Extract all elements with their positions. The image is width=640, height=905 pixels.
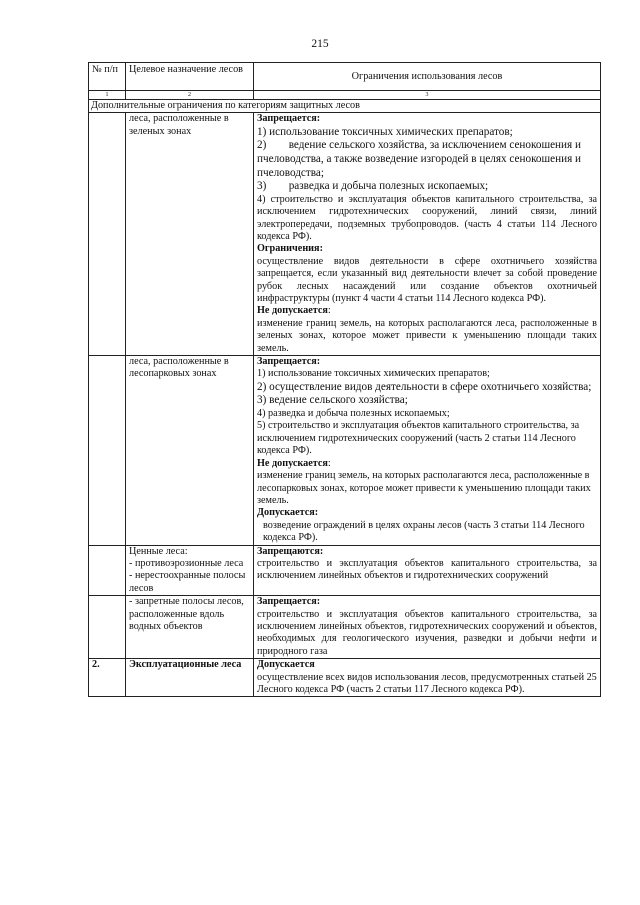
purpose-line: - нерестоохранные полосы лесов [129,570,246,594]
restriction-item: 4) строительство и эксплуатация объектов капитального строительства, за исключением гидротехнических сооружений, линий связи, линий электропередачи, подземных трубопроводов. (часть 4 статьи 114 Лесного кодекса РФ). [257,193,597,242]
row-restrictions [254,113,601,356]
row-number: 2. [89,659,126,697]
row-restrictions [254,659,601,697]
restriction-text: осуществление всех видов использования лесов, предусмотренных статьей 25 Лесного кодекса РФ (часть 2 статьи 117 Лесного кодекса РФ). [257,671,597,695]
restriction-heading: Не допускается [257,457,328,469]
table-row [89,356,601,545]
restriction-text: осуществление видов деятельности в сфере охотничьего хозяйства запрещается, если указанный вид деятельности влечет за собой проведение рубок лесных насаждений или создание объектов охотничьей инфраструктуры (пункт 4 части 4 статьи 114 Лесного кодекса РФ). [257,255,597,305]
table-row [89,113,601,356]
restriction-text: возведение ограждений в целях охраны лесов (часть 3 статьи 114 Лесного кодекса РФ). [263,519,585,544]
table-header-row [89,63,601,91]
restriction-heading: Запрещается: [257,596,321,608]
restriction-heading-line [257,305,597,317]
section-row [89,100,601,113]
row-number-cell [89,545,126,596]
restriction-item: 3) разведка и добыча полезных ископаемых; [257,180,489,193]
purpose-line: - противоэрозионные леса [129,557,244,569]
restriction-item: 2) ведение сельского хозяйства, за исключением сенокошения и пчеловодства, а также возведение изгородей в целях сенокошения и пчеловодства; [257,139,584,179]
restriction-item: 2) осуществление видов деятельности в сфере охотничьего хозяйства; [257,380,592,393]
restriction-text: изменение границ земель, на которых располагаются леса, расположенные в лесопарковых зонах, которое может привести к уменьшению площади таких земель. [257,470,591,506]
header-number: № п/п [89,63,126,91]
heading-colon: : [327,305,331,317]
restriction-heading: Допускается: [257,507,319,519]
restriction-item: 1) использование токсичных химических препаратов; [257,368,490,380]
row-purpose: леса, расположенные в лесопарковых зонах [126,356,254,545]
restriction-item: 5) строительство и эксплуатация объектов капитального строительства, за исключением гидротехнических сооружений (часть 2 статьи 114 Лесного кодекса РФ). [257,420,580,457]
row-number-cell [89,356,126,545]
restriction-heading: Допускается [257,659,315,671]
page-number: 215 [311,38,329,50]
row-restrictions [254,545,601,596]
restrictions-table [88,62,601,697]
restriction-heading: Запрещается: [257,113,321,125]
row-purpose: Эксплуатационные леса [126,659,254,697]
table-row [89,659,601,697]
heading-colon: : [327,457,331,469]
row-purpose: - запретные полосы лесов, расположенные вдоль водных объектов [126,596,254,659]
restriction-heading: Запрещается: [257,356,321,368]
row-number-cell [89,596,126,659]
restriction-text: строительство и эксплуатация объектов капитального строительства, за исключением линейных объектов, гидротехнических сооружений и объектов, необходимых для геологического изучения, разведки и добычи нефти и природного газа [257,608,597,657]
row-restrictions [254,596,601,659]
header-purpose: Целевое назначение лесов [126,63,254,91]
restriction-text: строительство и эксплуатация объектов капитального строительства, за исключением линейных объектов и гидротехнических сооружений [257,557,597,582]
row-purpose: леса, расположенные в зеленых зонах [126,113,254,356]
restriction-heading: Запрещаются: [257,545,324,557]
row-number-cell [89,113,126,356]
column-number-1: 1 [89,91,126,100]
column-number-3: 3 [254,91,601,100]
restriction-item: 1) использование токсичных химических препаратов; [257,125,513,138]
restriction-item: 4) разведка и добыча полезных ископаемых; [257,408,450,420]
restriction-item: 3) ведение сельского хозяйства; [257,394,408,407]
header-restrictions: Ограничения использования лесов [254,63,601,91]
restriction-text: изменение границ земель, на которых располагаются леса, расположенные в зеленых зонах, которое может привести к уменьшению площади таких земель. [257,317,597,354]
restriction-heading-line [257,458,597,470]
restriction-heading: Не допускается [257,305,328,317]
purpose-line: Ценные леса: [129,545,188,557]
column-number-2: 2 [126,91,254,100]
row-restrictions [254,356,601,545]
row-purpose [126,545,254,596]
section-title: Дополнительные ограничения по категориям защитных лесов [89,100,601,113]
table-row [89,545,601,596]
table-row [89,596,601,659]
column-number-row [89,91,601,100]
restriction-heading: Ограничения: [257,243,323,255]
